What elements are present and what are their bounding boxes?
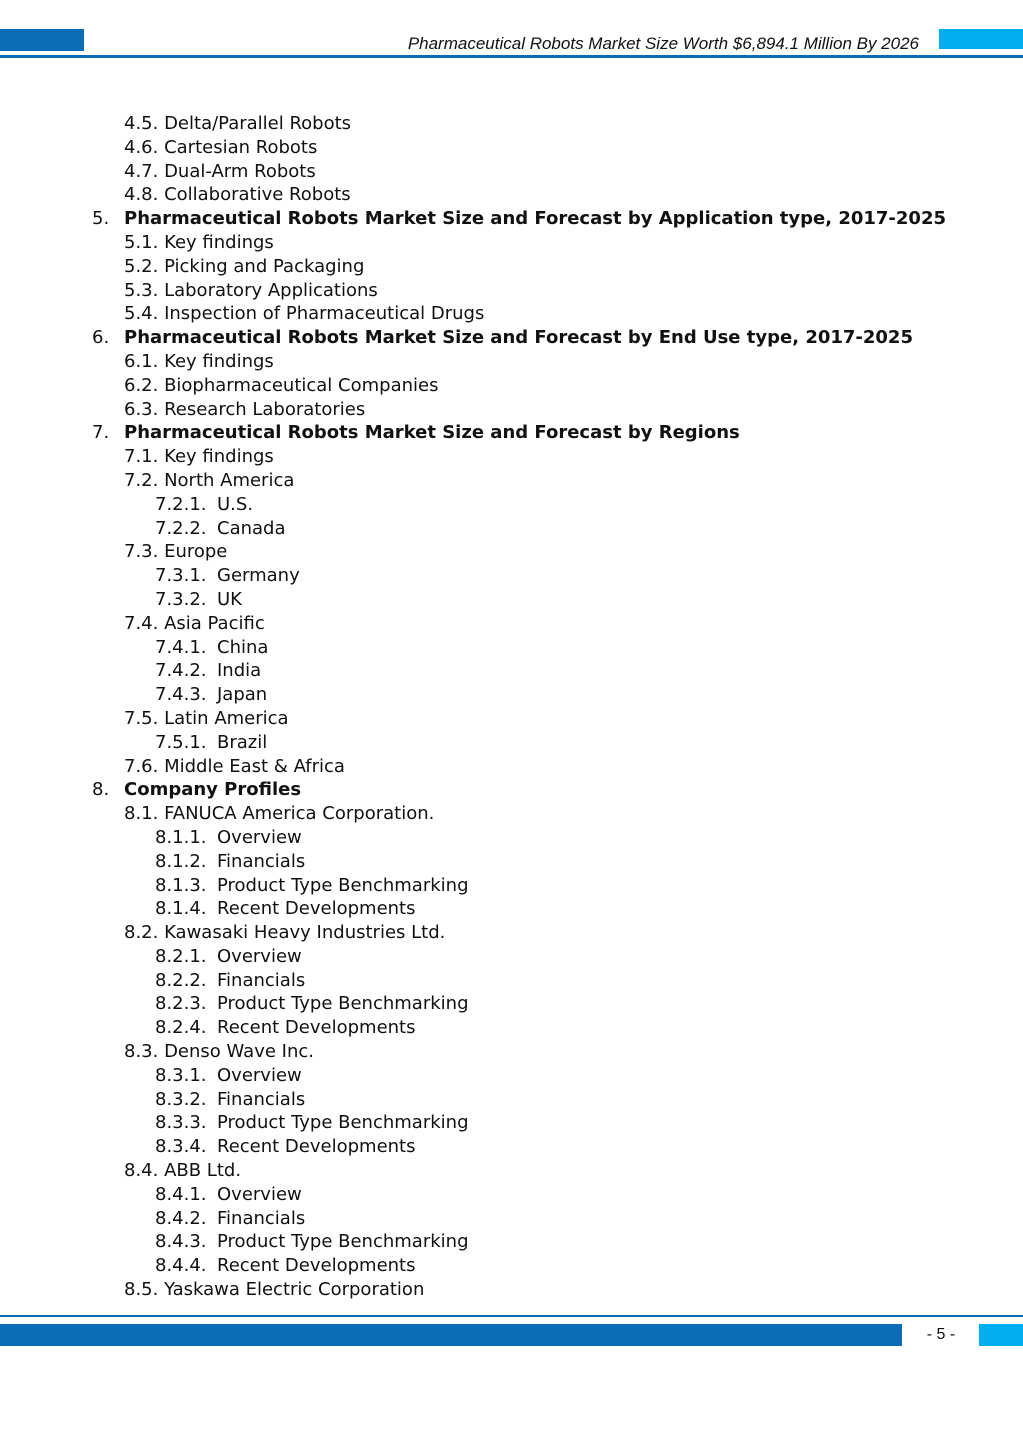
toc-subentry bbox=[0, 588, 1023, 612]
toc-entry bbox=[0, 302, 1023, 326]
toc-number: 7.3.2. bbox=[155, 588, 207, 610]
toc-label: 4.5. Delta/Parallel Robots bbox=[124, 113, 352, 134]
toc-label: India bbox=[217, 660, 262, 682]
toc-entry bbox=[0, 921, 1023, 945]
toc-label: 6.3. Research Laboratories bbox=[124, 398, 366, 420]
toc-label: 4.6. Cartesian Robots bbox=[124, 136, 318, 158]
toc-number: 8.2.3. bbox=[155, 993, 207, 1015]
toc-label: Overview bbox=[217, 826, 302, 848]
toc-section bbox=[0, 421, 1023, 445]
toc-subentry bbox=[0, 683, 1023, 707]
toc-number: 8.4.4. bbox=[155, 1255, 207, 1277]
toc-label: Pharmaceutical Robots Market Size and Forecast by End Use type, 2017-2025 bbox=[124, 327, 913, 349]
toc-label: 8.4. ABB Ltd. bbox=[124, 1160, 242, 1182]
toc-number: 8.1.1. bbox=[155, 826, 207, 848]
toc-label: 7.4. Asia Pacific bbox=[124, 612, 265, 634]
toc-label: Overview bbox=[217, 1064, 302, 1086]
toc-number: 5. bbox=[92, 208, 110, 230]
toc-entry bbox=[0, 1278, 1023, 1302]
toc-entry bbox=[0, 350, 1023, 374]
toc-subentry bbox=[0, 1111, 1023, 1135]
toc-section bbox=[0, 326, 1023, 350]
toc-label: Product Type Benchmarking bbox=[217, 874, 469, 896]
toc-label: Pharmaceutical Robots Market Size and Forecast by Application type, 2017-2025 bbox=[124, 208, 946, 230]
toc-entry bbox=[0, 374, 1023, 398]
toc-label: 7.3. Europe bbox=[124, 541, 228, 563]
toc-label: Product Type Benchmarking bbox=[217, 1112, 469, 1134]
toc-label: Japan bbox=[217, 684, 268, 706]
toc-entry bbox=[0, 255, 1023, 279]
toc-label: 5.2. Picking and Packaging bbox=[124, 255, 365, 277]
toc-label: 5.3. Laboratory Applications bbox=[124, 279, 378, 301]
toc-number: 7.2.2. bbox=[155, 517, 207, 539]
toc-label: Financials bbox=[217, 850, 306, 872]
toc-label: Overview bbox=[217, 1183, 302, 1205]
toc-label: 7.5. Latin America bbox=[124, 707, 289, 729]
toc-label: 4.7. Dual-Arm Robots bbox=[124, 160, 316, 182]
toc-number: 8. bbox=[92, 779, 110, 801]
toc-subentry bbox=[0, 945, 1023, 969]
toc-number: 8.2.1. bbox=[155, 945, 207, 967]
toc-number: 7.4.3. bbox=[155, 684, 207, 706]
toc-label: Germany bbox=[217, 565, 300, 587]
toc-subentry bbox=[0, 1135, 1023, 1159]
toc-label: Brazil bbox=[217, 731, 268, 753]
footer-block-right bbox=[979, 1324, 1023, 1346]
toc-number: 7.4.1. bbox=[155, 636, 207, 658]
toc-label: 6.1. Key findings bbox=[124, 350, 274, 372]
toc-label: Recent Developments bbox=[217, 1136, 416, 1158]
toc-subentry bbox=[0, 1207, 1023, 1231]
toc-subentry bbox=[0, 659, 1023, 683]
toc-entry bbox=[0, 1040, 1023, 1064]
toc-entry bbox=[0, 802, 1023, 826]
page-number: - 5 - bbox=[926, 1326, 956, 1343]
toc-entry bbox=[0, 112, 1023, 136]
toc-subentry bbox=[0, 1230, 1023, 1254]
toc-entry bbox=[0, 1159, 1023, 1183]
toc-label: Recent Developments bbox=[217, 1017, 416, 1039]
toc-subentry bbox=[0, 826, 1023, 850]
header-block-right bbox=[939, 29, 1023, 49]
toc-label: Recent Developments bbox=[217, 898, 416, 920]
toc-label: UK bbox=[217, 588, 242, 610]
toc-subentry bbox=[0, 636, 1023, 660]
toc-label: Financials bbox=[217, 1088, 306, 1110]
toc-label: 4.8. Collaborative Robots bbox=[124, 184, 351, 206]
toc-number: 8.1.2. bbox=[155, 850, 207, 872]
toc-subentry bbox=[0, 1254, 1023, 1278]
toc-label: 7.2. North America bbox=[124, 469, 295, 491]
footer-bar bbox=[0, 1324, 902, 1346]
toc-label: Canada bbox=[217, 517, 286, 539]
toc-number: 8.2.2. bbox=[155, 969, 207, 991]
toc-label: Product Type Benchmarking bbox=[217, 1231, 469, 1253]
toc-label: 8.5. Yaskawa Electric Corporation bbox=[124, 1279, 425, 1301]
toc-entry bbox=[0, 540, 1023, 564]
toc-subentry bbox=[0, 992, 1023, 1016]
toc-number: 8.3.3. bbox=[155, 1112, 207, 1134]
toc-subentry bbox=[0, 731, 1023, 755]
toc-subentry bbox=[0, 1016, 1023, 1040]
toc-entry bbox=[0, 445, 1023, 469]
toc-label: 7.1. Key findings bbox=[124, 446, 274, 468]
toc-number: 8.4.2. bbox=[155, 1207, 207, 1229]
toc-number: 8.3.4. bbox=[155, 1136, 207, 1158]
toc-number: 8.3.2. bbox=[155, 1088, 207, 1110]
toc-number: 8.4.1. bbox=[155, 1183, 207, 1205]
toc-label: U.S. bbox=[217, 493, 254, 515]
toc-number: 7.5.1. bbox=[155, 731, 207, 753]
toc-entry bbox=[0, 279, 1023, 303]
toc-subentry bbox=[0, 850, 1023, 874]
toc-entry bbox=[0, 136, 1023, 160]
toc-label: Company Profiles bbox=[124, 779, 302, 801]
toc-label: 5.4. Inspection of Pharmaceutical Drugs bbox=[124, 303, 485, 325]
toc-number: 7.2.1. bbox=[155, 493, 207, 515]
footer-rule bbox=[0, 1315, 1023, 1317]
toc-entry bbox=[0, 398, 1023, 422]
toc-subentry bbox=[0, 1064, 1023, 1088]
toc-entry bbox=[0, 183, 1023, 207]
toc-entry bbox=[0, 707, 1023, 731]
toc-label: Overview bbox=[217, 945, 302, 967]
toc-subentry bbox=[0, 517, 1023, 541]
toc-label: 8.2. Kawasaki Heavy Industries Ltd. bbox=[124, 922, 446, 944]
toc-subentry bbox=[0, 564, 1023, 588]
toc-number: 7.3.1. bbox=[155, 565, 207, 587]
toc-entry bbox=[0, 231, 1023, 255]
toc-number: 8.1.4. bbox=[155, 898, 207, 920]
toc-label: Pharmaceutical Robots Market Size and Forecast by Regions bbox=[124, 422, 740, 444]
toc-section bbox=[0, 778, 1023, 802]
toc-entry bbox=[0, 469, 1023, 493]
toc-entry bbox=[0, 612, 1023, 636]
toc-entry bbox=[0, 160, 1023, 184]
toc-subentry bbox=[0, 1183, 1023, 1207]
toc-number: 8.3.1. bbox=[155, 1064, 207, 1086]
toc-subentry bbox=[0, 1088, 1023, 1112]
toc-number: 8.2.4. bbox=[155, 1017, 207, 1039]
toc-label: Financials bbox=[217, 1207, 306, 1229]
toc-number: 6. bbox=[92, 327, 110, 349]
toc-label: 7.6. Middle East & Africa bbox=[124, 755, 345, 777]
toc-label: 8.1. FANUCA America Corporation. bbox=[124, 803, 435, 825]
header-rule bbox=[0, 55, 1023, 58]
table-of-contents bbox=[0, 112, 1023, 1302]
toc-number: 8.4.3. bbox=[155, 1231, 207, 1253]
toc-label: China bbox=[217, 636, 269, 658]
header-block-left bbox=[0, 29, 84, 51]
toc-label: Recent Developments bbox=[217, 1255, 416, 1277]
toc-subentry bbox=[0, 874, 1023, 898]
toc-entry bbox=[0, 755, 1023, 779]
toc-section bbox=[0, 207, 1023, 231]
toc-label: 6.2. Biopharmaceutical Companies bbox=[124, 374, 439, 396]
toc-number: 8.1.3. bbox=[155, 874, 207, 896]
toc-subentry bbox=[0, 493, 1023, 517]
header-title: Pharmaceutical Robots Market Size Worth $6,894.1 Million By 2026 bbox=[407, 34, 919, 53]
toc-label: 8.3. Denso Wave Inc. bbox=[124, 1041, 314, 1063]
toc-label: Financials bbox=[217, 969, 306, 991]
toc-subentry bbox=[0, 897, 1023, 921]
toc-subentry bbox=[0, 969, 1023, 993]
toc-label: 5.1. Key findings bbox=[124, 231, 274, 253]
toc-number: 7. bbox=[92, 422, 110, 444]
toc-label: Product Type Benchmarking bbox=[217, 993, 469, 1015]
toc-number: 7.4.2. bbox=[155, 660, 207, 682]
